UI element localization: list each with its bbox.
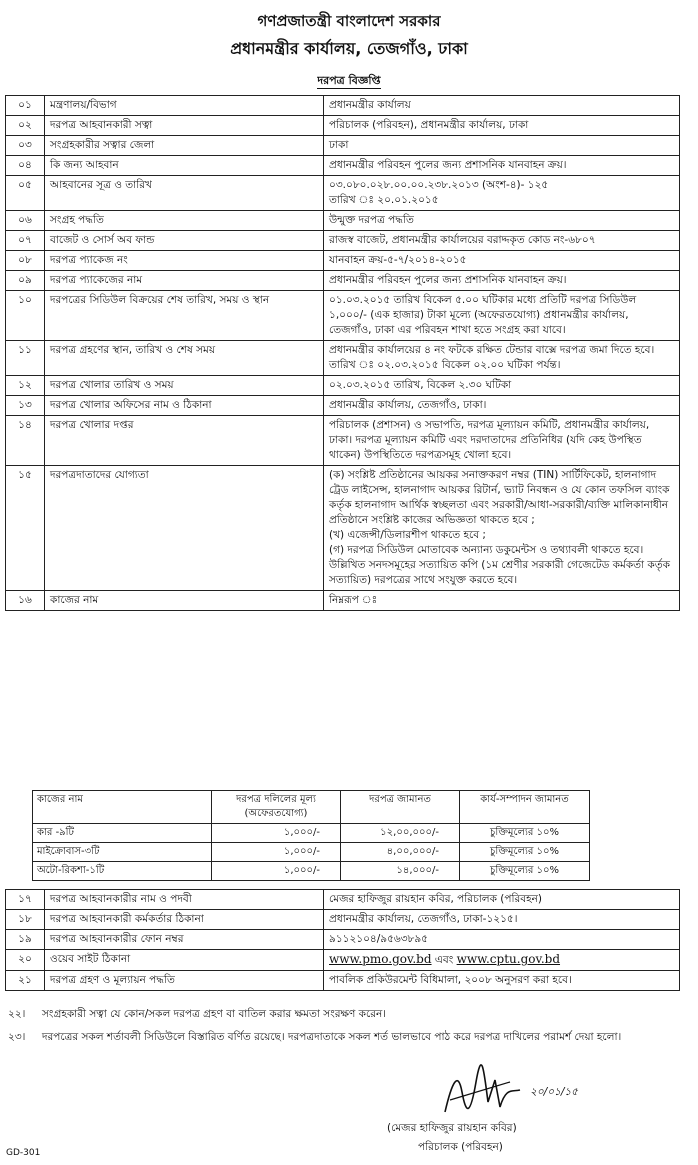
- row-value: [324, 950, 680, 971]
- table-row: [6, 116, 680, 136]
- table-row: [6, 96, 680, 116]
- tender-security: ১২,০০,০০০/-: [341, 824, 460, 843]
- header-notice-title: দরপত্র বিজ্ঞপ্তি: [317, 74, 381, 87]
- work-items-header: [33, 791, 590, 824]
- performance-security: চুক্তিমূল্যের ১০%: [460, 843, 590, 862]
- table-row: [6, 136, 680, 156]
- row-label: ওয়েব সাইট ঠিকানা: [45, 950, 324, 971]
- signatory-name: (মেজর হাফিজুর রায়হান কবির): [387, 1122, 517, 1134]
- row-label: দরপত্রের সিডিউল বিক্রয়ের শেষ তারিখ, সময় ও স্থান: [45, 291, 324, 341]
- table-row: [6, 291, 680, 341]
- work-name: অটো-রিকশা-১টি: [33, 862, 212, 881]
- row-number: ২১: [6, 971, 45, 991]
- document-price: ১,০০০/-: [212, 843, 341, 862]
- row-value: প্রধানমন্ত্রীর কার্যালয়, তেজগাঁও, ঢাকা।: [324, 396, 680, 416]
- tender-security: ১৪,০০০/-: [341, 862, 460, 881]
- row-number: ১৫: [6, 466, 45, 591]
- header-performance-security: কার্য-সম্পাদন জামানত: [460, 791, 590, 824]
- table-row: [6, 396, 680, 416]
- header-government: গণপ্রজাতন্ত্রী বাংলাদেশ সরকার: [257, 12, 441, 30]
- row-number: ০৮: [6, 251, 45, 271]
- table-row: [33, 843, 590, 862]
- row-value: রাজস্ব বাজেট, প্রধানমন্ত্রীর কার্যালয়ের বরাদ্দকৃত কোড নং-৬৮০৭: [324, 231, 680, 251]
- row-number: ১০: [6, 291, 45, 341]
- row-value: মেজর হাফিজুর রায়হান কবির, পরিচালক (পরিবহন): [324, 890, 680, 910]
- table-row: [33, 862, 590, 881]
- table-row: [6, 376, 680, 396]
- row-number: ১৬: [6, 591, 45, 611]
- table-row: [6, 591, 680, 611]
- table-row: [6, 341, 680, 376]
- header-work-name: কাজের নাম: [33, 791, 212, 824]
- row-value: পরিচালক (প্রশাসন) ও সভাপতি, দরপত্র মূল্যায়ন কমিটি, প্রধানমন্ত্রীর কার্যালয়, ঢাকা। দরপত্র মূল্যায়ন কমিটি এবং দরদাতাদের প্রতিনিধির (যদি কেহ উপস্থিত থাকেন) উপস্থিতিতে দরপত্রসমূহ খোলা হবে।: [324, 416, 680, 466]
- and-text: এবং: [434, 954, 454, 966]
- row-number: ০৪: [6, 156, 45, 176]
- row-number: ১৭: [6, 890, 45, 910]
- note-number: ২৩।: [8, 1031, 26, 1043]
- row-number: ০৩: [6, 136, 45, 156]
- row-label: বাজেট ও সোর্স অব ফান্ড: [45, 231, 324, 251]
- row-value: প্রধানমন্ত্রীর কার্যালয়ের ৪ নং ফটকে রক্ষিত টেন্ডার বাক্সে দরপত্র জমা দিতে হবে। তারিখ ঃ ০২.০৩.২০১৫ বিকেল ০২.০০ ঘটিকা পর্যন্ত।: [324, 341, 680, 376]
- table-row: [33, 824, 590, 843]
- signature-date: ২০/০১/১৫: [530, 1086, 578, 1098]
- table-row: [6, 910, 680, 930]
- row-number: ০৫: [6, 176, 45, 211]
- row-number: ১২: [6, 376, 45, 396]
- row-number: ০২: [6, 116, 45, 136]
- row-label: দরপত্র গ্রহণ ও মূল্যায়ন পদ্ধতি: [45, 971, 324, 991]
- table-row: [6, 251, 680, 271]
- row-number: ০৭: [6, 231, 45, 251]
- row-number: ১৮: [6, 910, 45, 930]
- table-row: [6, 466, 680, 591]
- row-value: প্রধানমন্ত্রীর কার্যালয়: [324, 96, 680, 116]
- row-label: সংগ্রহ পদ্ধতি: [45, 211, 324, 231]
- row-value: উন্মুক্ত দরপত্র পদ্ধতি: [324, 211, 680, 231]
- note-text: দরপত্রের সকল শর্তাবলী সিডিউলে বিস্তারিত বর্ণিত রয়েছে। দরপত্রদাতাকে সকল শর্ত ভালভাবে পাঠ করে দরপত্র দাখিলের পরামর্শ দেয়া হলো।: [42, 1031, 622, 1043]
- row-number: ১৯: [6, 930, 45, 950]
- row-number: ০৬: [6, 211, 45, 231]
- row-value: ৯১১২১০৪/৯৫৬৩৮৯৫: [324, 930, 680, 950]
- performance-security: চুক্তিমূল্যের ১০%: [460, 824, 590, 843]
- performance-security: চুক্তিমূল্যের ১০%: [460, 862, 590, 881]
- row-value: প্রধানমন্ত্রীর কার্যালয়, তেজগাঁও, ঢাকা-১২১৫।: [324, 910, 680, 930]
- header-document-price: দরপত্র দলিলের মূল্য (অফেরতযোগ্য): [212, 791, 341, 824]
- table-row: [6, 971, 680, 991]
- work-items-table: [32, 790, 590, 881]
- row-label: দরপত্র আহবানকারীর নাম ও পদবী: [45, 890, 324, 910]
- tender-info-table: [5, 95, 680, 611]
- row-value: ০১.০৩.২০১৫ তারিখ বিকেল ৫.০০ ঘটিকার মধ্যে প্রতিটি দরপত্র সিডিউল ১,০০০/- (এক হাজার) টাকা মূল্যে (অফেরতযোগ্য) প্রধানমন্ত্রীর কার্যালয়, তেজগাঁও, ঢাকা এর পরিবহন শাখা হতে সংগ্রহ করা যাবে।: [324, 291, 680, 341]
- row-value: প্রধানমন্ত্রীর পরিবহন পুলের জন্য প্রশাসনিক যানবাহন ক্রয়।: [324, 271, 680, 291]
- form-code: GD-301: [6, 1148, 41, 1158]
- table-row: [6, 156, 680, 176]
- table-row: [6, 211, 680, 231]
- tender-security: ৪,০০,০০০/-: [341, 843, 460, 862]
- header-tender-security: দরপত্র জামানত: [341, 791, 460, 824]
- row-number: ১৩: [6, 396, 45, 416]
- row-label: দরপত্র গ্রহণের স্থান, তারিখ ও শেষ সময়: [45, 341, 324, 376]
- row-label: দরপত্র আহবানকারীর ফোন নম্বর: [45, 930, 324, 950]
- row-label: দরপত্র খোলার দপ্তর: [45, 416, 324, 466]
- note-number: ২২।: [8, 1008, 26, 1020]
- row-number: ১১: [6, 341, 45, 376]
- row-value: পরিচালক (পরিবহন), প্রধানমন্ত্রীর কার্যালয়, ঢাকা: [324, 116, 680, 136]
- row-number: ০৯: [6, 271, 45, 291]
- document-price: ১,০০০/-: [212, 824, 341, 843]
- website-link-cptu[interactable]: www.cptu.gov.bd: [456, 952, 561, 966]
- row-label: সংগ্রহকারীর সত্বার জেলা: [45, 136, 324, 156]
- row-label: দরপত্র আহবানকারী কর্মকর্তার ঠিকানা: [45, 910, 324, 930]
- row-label: কাজের নাম: [45, 591, 324, 611]
- row-value: ঢাকা: [324, 136, 680, 156]
- row-label: দরপত্র আহবানকারী সত্বা: [45, 116, 324, 136]
- table-row: [6, 890, 680, 910]
- row-number: ১৪: [6, 416, 45, 466]
- header-office: প্রধানমন্ত্রীর কার্যালয়, তেজগাঁও, ঢাকা: [230, 39, 468, 58]
- contact-info-table: [5, 889, 680, 991]
- note-text: সংগ্রহকারী সত্বা যে কোন/সকল দরপত্র গ্রহণ বা বাতিল করার ক্ষমতা সংরক্ষণ করেন।: [42, 1008, 387, 1020]
- row-value: ০২.০৩.২০১৫ তারিখ, বিকেল ২.৩০ ঘটিকা: [324, 376, 680, 396]
- row-value: প্রধানমন্ত্রীর পরিবহন পুলের জন্য প্রশাসনিক যানবাহন ক্রয়।: [324, 156, 680, 176]
- row-label: দরপত্র প্যাকেজের নাম: [45, 271, 324, 291]
- row-label: দরপত্র খোলার অফিসের নাম ও ঠিকানা: [45, 396, 324, 416]
- row-label: দরপত্র খোলার তারিখ ও সময়: [45, 376, 324, 396]
- row-label: দরপত্র প্যাকেজ নং: [45, 251, 324, 271]
- signatory-title: পরিচালক (পরিবহন): [418, 1141, 503, 1153]
- row-value: (ক) সংশ্লিষ্ট প্রতিষ্ঠানের আয়কর সনাক্তকরণ নম্বর (TIN) সার্টিফিকেট, হালনাগাদ ট্রেড লাইসেন্স, হালনাগাদ আয়কর রিটার্ন, ভ্যাট নিবন্ধন ও যে কোন তফসিল ব্যাংক কর্তৃক হালনাগাদ আর্থিক স্বচ্ছলতা এবং সরকারী/আধা-সরকারী/ব্যক্তি মালিকানাধীন প্রতিষ্ঠানে সংশ্লিষ্ট কাজের অভিজ্ঞতা থাকতে হবে ; (খ) এজেন্সী/ডিলারশীপ থাকতে হবে ; (গ) দরপত্র সিডিউল মোতাবেক অন্যান্য ডকুমেন্টস ও তথ্যাবলী থাকতে হবে। উল্লিখিত সনদসমূহের সত্যায়িত কপি (১ম শ্রেণীর সরকারী গেজেটেড কর্মকর্তা কর্তৃক সত্যায়িত) দরপত্রের সাথে সংযুক্ত করতে হবে।: [324, 466, 680, 591]
- row-value: যানবাহন ক্রয়-৫-৭/২০১৪-২০১৫: [324, 251, 680, 271]
- row-label: মন্ত্রণালয়/বিভাগ: [45, 96, 324, 116]
- row-value: নিম্নরূপ ঃ: [324, 591, 680, 611]
- row-label: আহবানের সূত্র ও তারিখ: [45, 176, 324, 211]
- row-number: ০১: [6, 96, 45, 116]
- row-value: ০৩.০৮০.০২৮.০০.০০.২৩৮.২০১৩ (অংশ-৪)- ১২৫ তারিখ ঃ ২০.০১.২০১৫: [324, 176, 680, 211]
- website-link-pmo[interactable]: www.pmo.gov.bd: [329, 952, 432, 966]
- table-row: [6, 271, 680, 291]
- table-row: [6, 231, 680, 251]
- work-name: মাইক্রোবাস-৩টি: [33, 843, 212, 862]
- row-label: কি জন্য আহবান: [45, 156, 324, 176]
- work-name: কার -৯টি: [33, 824, 212, 843]
- table-row: [6, 176, 680, 211]
- row-value: পাবলিক প্রকিউরমেন্ট বিধিমালা, ২০০৮ অনুসরণ করা হবে।: [324, 971, 680, 991]
- table-row: [6, 950, 680, 971]
- table-row: [6, 416, 680, 466]
- row-number: ২০: [6, 950, 45, 971]
- document-price: ১,০০০/-: [212, 862, 341, 881]
- row-label: দরপত্রদাতাদের যোগ্যতা: [45, 466, 324, 591]
- table-row: [6, 930, 680, 950]
